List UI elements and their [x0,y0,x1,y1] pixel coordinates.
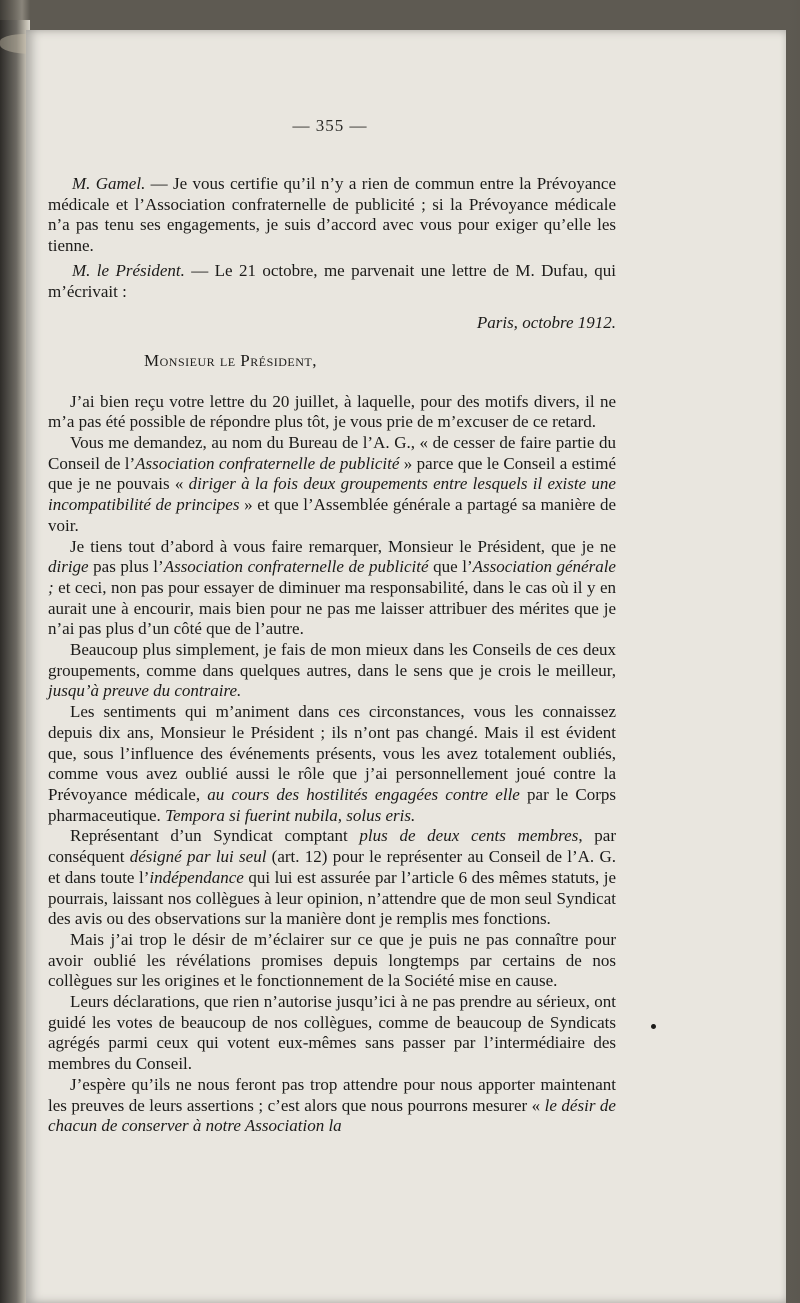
page-shadow [786,0,800,1303]
italic-run: diriger à la fois deux groupements entre lesquels il existe une incompatibilité de principes [48,474,616,515]
letter-body [48,392,616,1137]
italic-run: plus de deux cents membres [359,826,579,846]
salutation: Monsieur le Président, [144,350,317,370]
italic-run: dirige [48,557,89,577]
text-run: » parce que le Conseil a estimé que je ne pouvais « [48,453,616,494]
letter-paragraph [48,433,616,537]
italic-run: au cours des hostilités engagées contre elle [207,784,520,804]
text-run: Les sentiments qui m’animent dans ces circonstances, vous les connaissez depuis dix ans, Monsieur le Président ; ils n’ont pas changé. Mais il est évident que, sous l’influence des événements présents, vous les avez totalement oubliés, comme vous avez oublié aussi le rôle que j’ai personnellement joué contre la Prévoyance médicale, [48,702,616,804]
letter-paragraph [48,537,616,641]
text-run: par le Corps pharmaceutique. [48,784,617,825]
text-run: Je tiens tout d’abord à vous faire remarquer, Monsieur le Président, que je ne [70,536,616,556]
italic-run: Association confraternelle de publicité [135,453,400,473]
text-run: Vous me demandez, au nom du Bureau de l’A. G., « de cesser de faire partie du Conseil de l’ [48,433,616,473]
letter-paragraph: J’ai bien reçu votre lettre du 20 juillet, à laquelle, pour des motifs divers, il ne m’a pas été possible de répondre plus tôt, je vous prie de m’excuser de ce retard. [48,391,616,432]
text-run: » et que l’Assemblée générale a partagé sa manière de voir. [48,495,617,535]
page-number: — 355 — [292,116,368,135]
gamel-remark [48,174,616,257]
speaker-president: M. le Président. [72,260,185,280]
italic-run: jusqu’à preuve du contraire. [48,681,242,701]
president-text: — Le 21 octobre, me parvenait une lettre de M. Dufau, qui m’écrivait : [48,260,616,301]
text-run: pas plus l’ [88,557,164,577]
dateline-place: Paris, [476,313,518,333]
dateline-date: octobre 1912. [522,313,616,333]
text-run: que l’ [428,557,473,577]
letter-paragraph [48,1075,616,1137]
text-run: , par conséquent [48,826,616,867]
president-remark [48,261,616,302]
text-run: Beaucoup plus simplement, je fais de mon mieux dans les Conseils de ces deux groupements, comme dans quelques autres, dans le sens que je crois le meilleur, [48,640,616,680]
italic-run: Association générale ; [48,557,616,597]
page-text [48,174,616,1137]
speaker-gamel: M. Gamel. [72,174,146,193]
letter-paragraph [48,640,616,702]
letter-paragraph [48,702,616,826]
text-run: et ceci, non pas pour essayer de diminuer ma responsabilité, dans le cas où il y en aurait une à encourir, mais bien pour ne pas me laisser attribuer des mérites que je n’ai pas plus d’un côté que de l’autre. [48,577,616,639]
italic-run: indépendance [149,867,244,887]
gamel-text: — Je vous certifie qu’il n’y a rien de commun entre la Prévoyance médicale et l’Association confraternelle de publicité ; si la Prévoyance médicale n’a pas tenu ses engagements, je suis d’accord avec vous pour exiger qu’elle les tienne. [48,174,616,256]
italic-run: Tempora si fuerint nubila, solus eris. [165,805,416,825]
text-run: J’espère qu’ils ne nous feront pas trop attendre pour nous apporter maintenant les preuves de leurs assertions ; c’est alors que nous pourrons mesurer « [48,1074,616,1115]
italic-run: Association confraternelle de publicité [163,557,429,577]
text-run: qui lui est assurée par l’article 6 des mêmes statuts, je pourrais, laissant nos collègues à leur opinion, n’attendre que de mon seul Syndicat des avis ou des observations sur la manière dont je remplis mes fonctions. [48,867,616,929]
italic-run: désigné par lui seul [129,847,267,867]
text-run: Représentant d’un Syndicat comptant [70,826,360,846]
italic-run: le désir de chacun de conserver à notre Association la [48,1095,616,1136]
text-run: (art. 12) pour le représenter au Conseil de l’A. G. et dans toute l’ [48,847,616,887]
letter-paragraph [48,826,616,930]
dateline [48,313,616,334]
letter-paragraph: Mais j’ai trop le désir de m’éclairer sur ce que je puis ne pas connaître pour avoir oublié les révélations promises depuis longtemps par certains de nos collègues sur les origines et le fonctionnement de la Société mise en cause. [48,929,616,991]
ink-dot [651,1024,656,1029]
letter-paragraph: Leurs déclarations, que rien n’autorise jusqu’ici à ne pas prendre au sérieux, ont guidé les votes de beaucoup de nos collègues, comme de beaucoup de Syndicats agrégés parmi ceux qui votent eux-mêmes sans passer par l’intermédiaire des membres du Conseil. [48,992,616,1074]
